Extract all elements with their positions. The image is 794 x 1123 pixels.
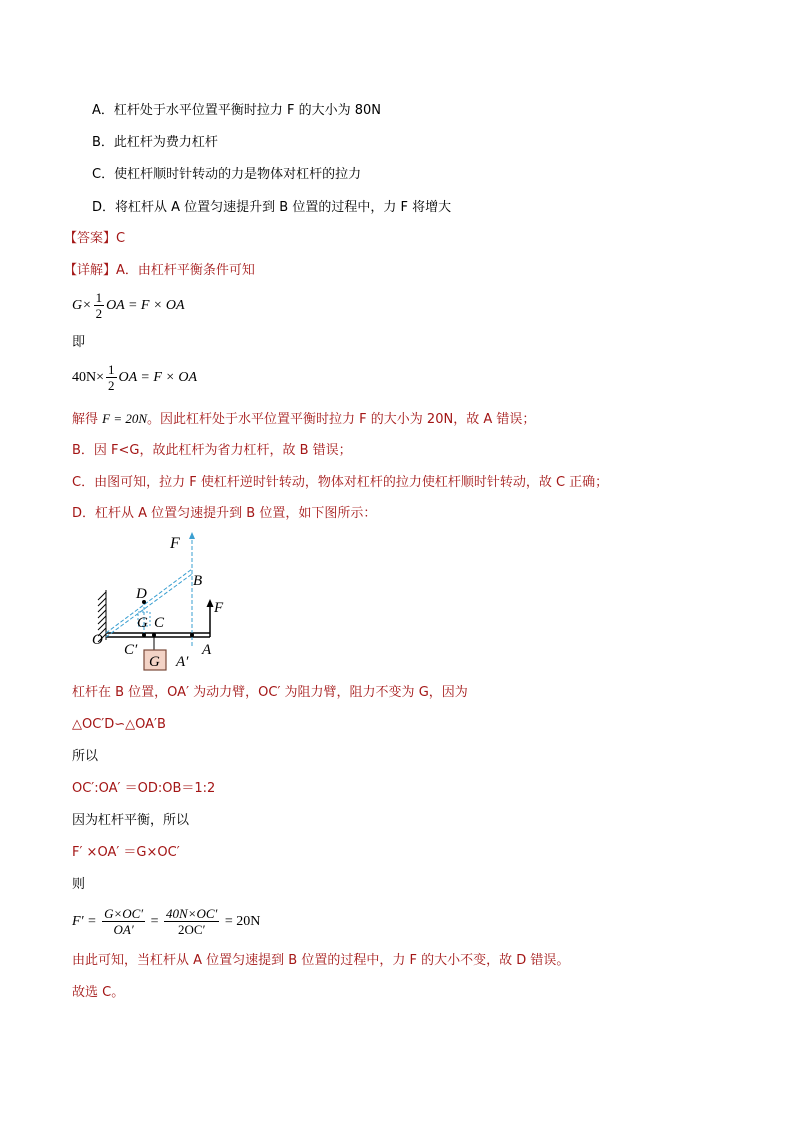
eq3-lhs: F′ =: [72, 914, 97, 929]
detail-d: D．杠杆从 A 位置匀速提升到 B 位置，如下图所示：: [72, 506, 377, 521]
eq2-left: 40N×: [72, 370, 105, 385]
eq3-den1: OA′: [113, 922, 134, 938]
label-d: D: [136, 586, 147, 602]
equation-2: [72, 362, 197, 394]
label-f-right: F: [214, 600, 224, 616]
eq1-right: OA = F × OA: [106, 298, 185, 313]
label-c: C: [154, 615, 165, 631]
equation-3: [72, 904, 260, 940]
solve-text: 。因此杠杆处于水平位置平衡时拉力 F 的大小为 20N，故 A 错误；: [147, 412, 536, 427]
solve-eq: F = 20N: [102, 411, 148, 426]
answer-value: C: [116, 231, 126, 246]
eq3-equals: =: [150, 914, 159, 929]
eq2-num: 1: [108, 362, 115, 378]
ze-text: 则: [72, 877, 86, 892]
label-g-box: G: [149, 654, 160, 670]
label-f-top: F: [170, 535, 180, 552]
label-g-small: G: [137, 615, 148, 631]
detail-intro: [64, 262, 255, 280]
label-c-prime: C′: [124, 642, 138, 658]
force-f-solid-arrow: [207, 599, 214, 607]
option-b: B．此杠杆为费力杠杆: [92, 135, 218, 150]
product-line: F′ ×OA′ ＝G×OC′: [72, 845, 180, 860]
balance-text: 因为杠杆平衡，所以: [72, 813, 190, 828]
eq1-fraction: [94, 290, 105, 321]
solve-prefix: 解得: [72, 412, 99, 427]
ji-text: 即: [72, 335, 86, 350]
label-a: A: [202, 642, 212, 658]
final-choice: 故选 C。: [72, 985, 125, 1000]
equation-1: [72, 290, 185, 322]
eq3-frac2: [164, 906, 219, 937]
solve-line: [72, 410, 535, 429]
force-f-dashed-arrow: [189, 532, 195, 539]
eq1-den: 2: [95, 306, 103, 322]
detail-intro-text: A．由杠杆平衡条件可知: [116, 263, 255, 278]
after-figure: 杠杆在 B 位置，OA′ 为动力臂，OC′ 为阻力臂，阻力不变为 G，因为: [72, 685, 468, 700]
detail-label: 【详解】: [64, 263, 117, 278]
eq2-den: 2: [108, 378, 115, 394]
label-b: B: [193, 573, 203, 589]
eq3-frac1: [102, 906, 145, 937]
lever-diagram: [92, 528, 242, 678]
ratio-line: OC′:OA′ ＝OD:OB＝1:2: [72, 781, 216, 796]
eq3-rhs: = 20N: [224, 914, 261, 929]
conclusion: 由此可知，当杠杆从 A 位置匀速提到 B 位置的过程中，力 F 的大小不变，故 D 错误。: [72, 953, 570, 968]
option-a: A．杠杆处于水平位置平衡时拉力 F 的大小为 80N: [92, 103, 382, 118]
eq1-left: G×: [72, 298, 92, 313]
eq3-den2: 2OC′: [178, 922, 206, 938]
eq1-num: 1: [95, 290, 103, 306]
detail-c: C．由图可知，拉力 F 使杠杆逆时针转动，物体对杠杆的拉力使杠杆顺时针转动，故 C 正确；: [72, 475, 609, 490]
label-o: O: [92, 632, 103, 648]
answer-line: [64, 230, 125, 248]
option-c: C．使杠杆顺时针转动的力是物体对杠杆的拉力: [92, 167, 362, 182]
eq2-fraction: [106, 362, 117, 393]
option-d: D．将杠杆从 A 位置匀速提升到 B 位置的过程中，力 F 将增大: [92, 200, 452, 215]
eq3-num1: G×OC′: [104, 906, 144, 922]
detail-b: B．因 F<G，故此杠杆为省力杠杆，故 B 错误；: [72, 443, 352, 458]
suoyi-text: 所以: [72, 749, 99, 764]
rotated-lever: [106, 569, 192, 637]
similar-triangles: △OC′D∽△OA′B: [72, 717, 166, 732]
answer-label: 【答案】: [64, 231, 117, 246]
eq2-right: OA = F × OA: [118, 370, 198, 385]
label-a-prime: A′: [176, 654, 189, 670]
eq3-num2: 40N×OC′: [166, 906, 218, 922]
